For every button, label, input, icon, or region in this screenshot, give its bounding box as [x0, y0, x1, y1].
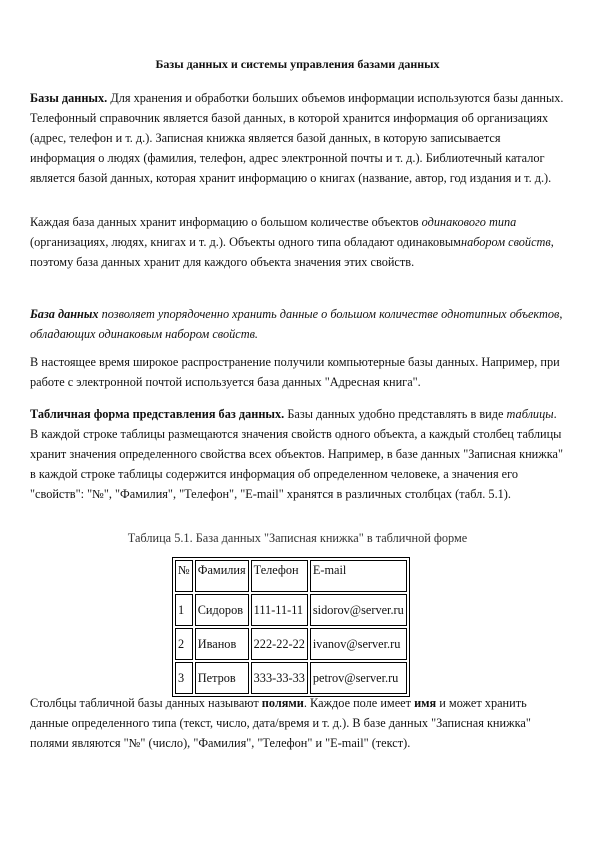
table-header-row — [175, 560, 407, 592]
cell-surname: Иванов — [195, 628, 249, 660]
cell-email: petrov@server.ru — [310, 662, 407, 694]
header-email: E-mail — [310, 560, 407, 592]
paragraph-text: Базы данных удобно представлять в виде — [284, 407, 507, 421]
paragraph-text: Столбцы табличной базы данных называют — [30, 696, 262, 710]
header-surname: Фамилия — [195, 560, 249, 592]
cell-email: ivanov@server.ru — [310, 628, 407, 660]
paragraph-fields — [30, 693, 564, 753]
paragraph-lead: База данных — [30, 307, 99, 321]
table-caption: Таблица 5.1. База данных "Записная книжка" в табличной форме — [127, 531, 468, 545]
term-name: имя — [414, 696, 437, 710]
cell-surname: Сидоров — [195, 594, 249, 626]
paragraph-definition — [30, 304, 564, 344]
cell-number: 2 — [175, 628, 193, 660]
cell-phone: 333-33-33 — [251, 662, 308, 694]
paragraph-text: . В каждой строке таблицы размещаются значения свойств одного объекта, а каждый столбец таблицы хранит значения определенного свойства всех объектов. Например, в базе данных "Записная книжка" в каждой строке таблицы содержится информация об определенном человеке, а значения его "свойств": "№", "Фамилия", "Телефон", "E-mail" хранятся в различных столбцах (табл. 5.1). — [30, 407, 564, 501]
paragraph-lead-rest: представления баз данных. — [129, 407, 285, 421]
address-book-table — [172, 557, 410, 697]
cell-phone: 111-11-11 — [251, 594, 308, 626]
table-row — [175, 594, 407, 626]
paragraph-lead: Базы данных. — [30, 91, 108, 105]
paragraph-text: Для хранения и обработки больших объемов информации используются базы данных. Телефонный справочник является базой данных, в которой хранится информация об организациях (адрес, телефон и т. д.). Записная книжка является базой данных, в которую записывается информация о людях (фамилия, телефон, адрес электронной почты и т. д.). Библиотечный каталог является базой данных, которая хранит информацию о книгах (название, автор, год издания и т. д.). — [30, 91, 564, 185]
cell-number: 1 — [175, 594, 193, 626]
paragraph-lead: Табличная форма — [30, 407, 130, 421]
paragraph-text: , поэтому база данных хранит для каждого объекта значения этих свойств. — [30, 235, 554, 269]
paragraph-object-types — [30, 212, 564, 272]
paragraph-table-form — [30, 404, 564, 504]
header-number: № — [175, 560, 193, 592]
cell-email: sidorov@server.ru — [310, 594, 407, 626]
term-table: таблицы — [506, 407, 554, 421]
cell-surname: Петров — [195, 662, 249, 694]
cell-phone: 222-22-22 — [251, 628, 308, 660]
term-fields: полями — [261, 696, 304, 710]
paragraph-text: позволяет упорядоченно хранить данные о большом количестве однотипных объектов, обладающих одинаковым набором свойств. — [30, 307, 563, 341]
cell-number: 3 — [175, 662, 193, 694]
term-same-type: одинакового типа — [421, 215, 517, 229]
paragraph-databases — [30, 88, 564, 188]
paragraph-text: . Каждое поле имеет — [303, 696, 415, 710]
paragraph-text: (организациях, людях, книгах и т. д.). Объекты одного типа обладают одинаковым — [30, 235, 461, 249]
table-row — [175, 662, 407, 694]
table-row — [175, 628, 407, 660]
page-title: Базы данных и системы управления базами данных — [155, 57, 440, 71]
paragraph-computer-databases — [30, 352, 564, 392]
paragraph-text: и может хранить данные определенного типа (текст, число, дата/время и т. д.). В базе данных "Записная книжка" полями являются "№" (число), "Фамилия", "Телефон" и "E-mail" (текст). — [30, 696, 531, 750]
paragraph-text: Каждая база данных хранит информацию о большом количестве объектов — [30, 215, 422, 229]
paragraph-text: В настоящее время широкое распространение получили компьютерные базы данных. Например, при работе с электронной почтой используется база данных "Адресная книга". — [30, 355, 560, 389]
term-property-set: набором свойств — [460, 235, 551, 249]
header-phone: Телефон — [251, 560, 308, 592]
